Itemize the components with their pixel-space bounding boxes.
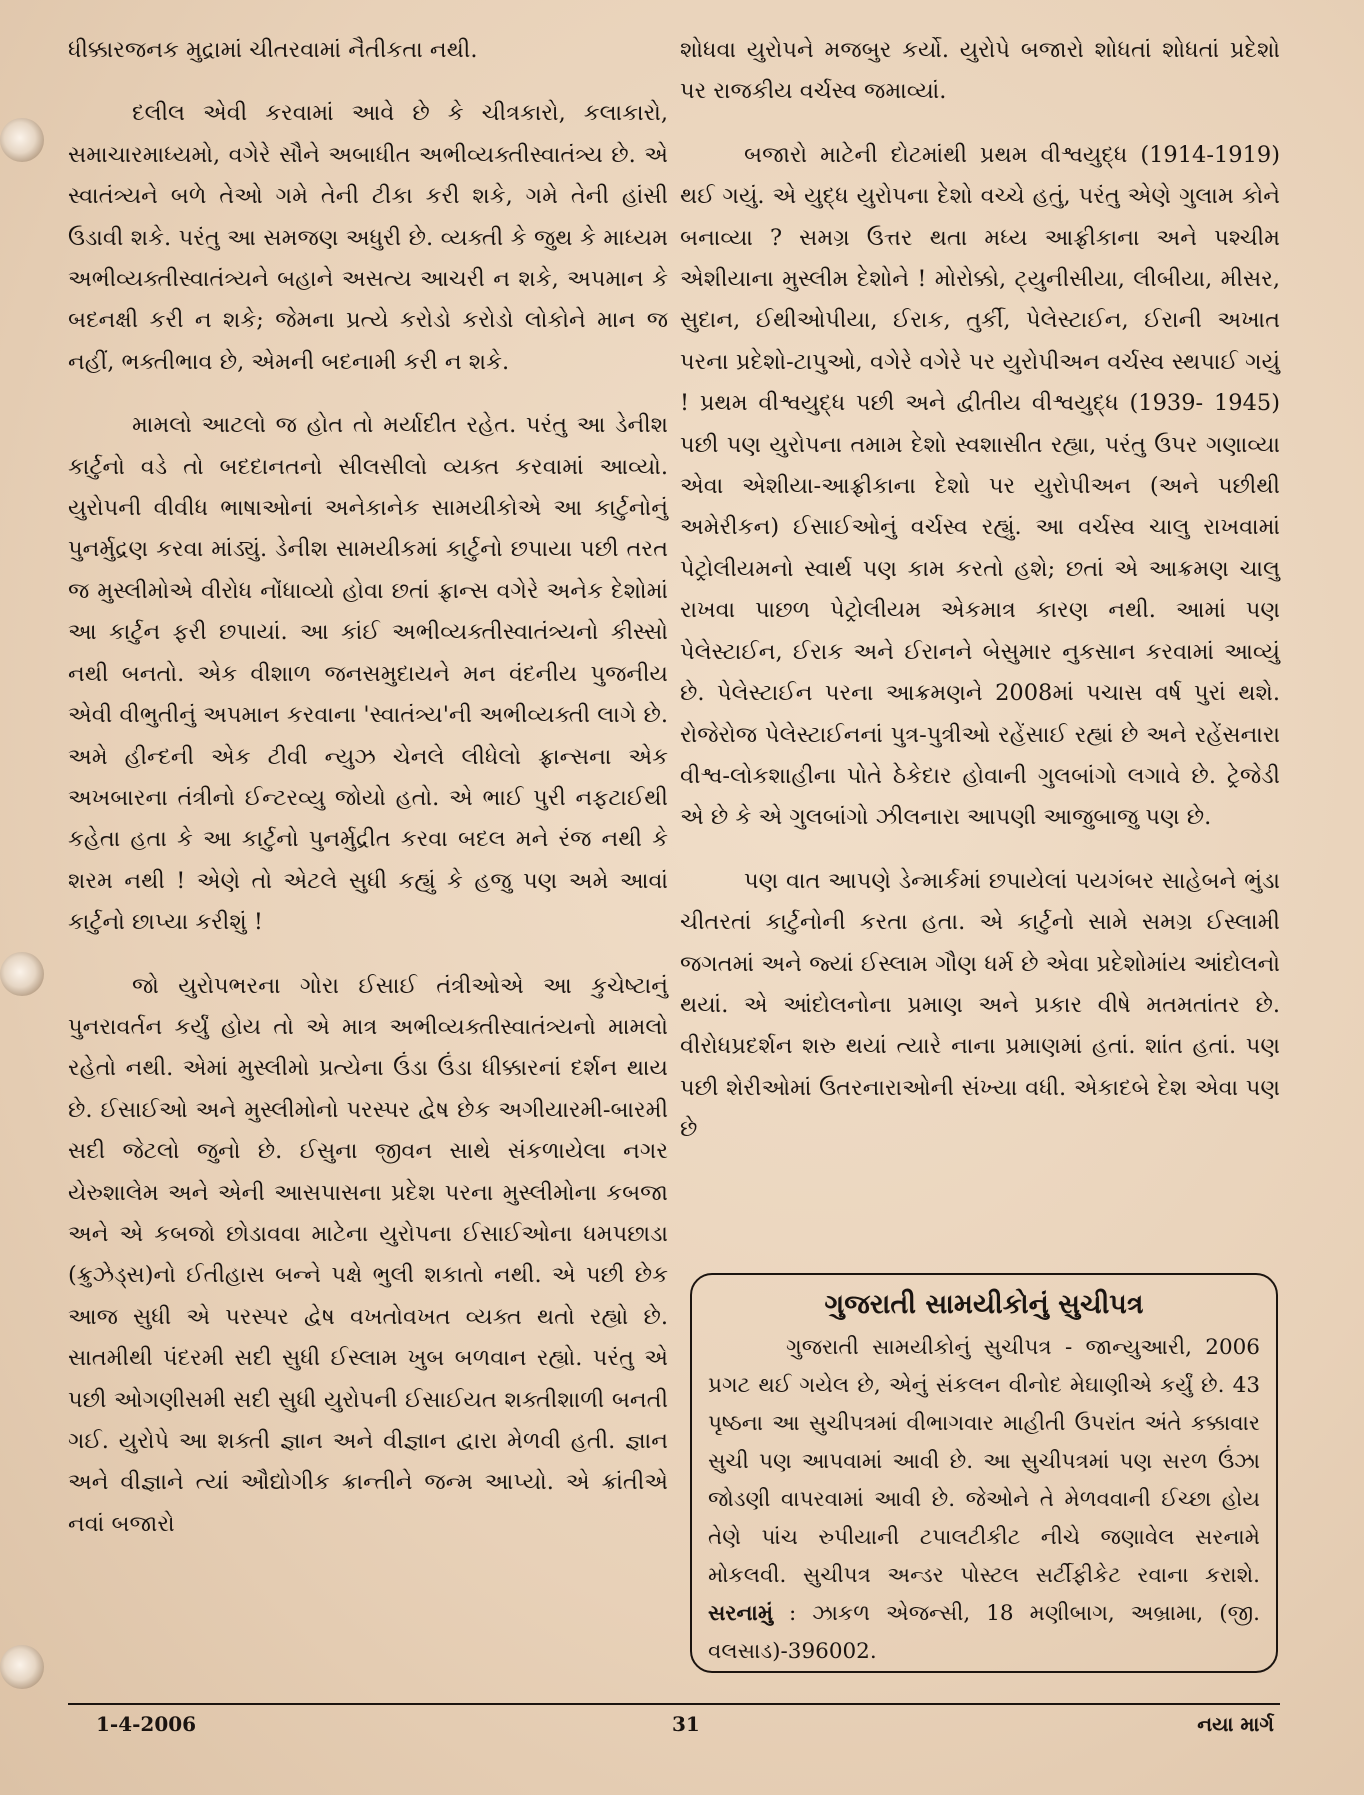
issue-date: 1-4-2006	[96, 1712, 197, 1736]
punch-hole	[0, 952, 44, 996]
page-number: 31	[672, 1712, 700, 1736]
catalogue-notice-box	[690, 1273, 1278, 1673]
paragraph: દલીલ એવી કરવામાં આવે છે કે ચીત્રકારો, કલાકારો, સમાચારમાધ્યમો, વગેરે સૌને અબાધીત અભીવ્યક્તીસ્વાતંત્ર્ય છે. એ સ્વાતંત્ર્યને બળે તેઓ ગમે તેની ટીકા કરી શકે, ગમે તેની હાંસી ઉડાવી શકે. પરંતુ આ સમજણ અધુરી છે. વ્યક્તી કે જુથ કે માધ્યમ અભીવ્યક્તીસ્વાતંત્ર્યને બહાને અસત્ય આચરી ન શકે, અપમાન કે બદનક્ષી કરી ન શકે; જેમના પ્રત્યે કરોડો કરોડો લોકોને માન જ નહીં, ભક્તીભાવ છે, એમની બદનામી કરી ન શકે.	[68, 100, 668, 375]
paragraph: ધીક્કારજનક મુદ્રામાં ચીતરવામાં નૈતીકતા નથી.	[68, 37, 478, 63]
magazine-name: નયા માર્ગ	[1197, 1712, 1274, 1736]
paragraph: શોધવા યુરોપને મજબુર કર્યો. યુરોપે બજારો શોધતાં શોધતાં પ્રદેશો પર રાજકીય વર્ચસ્વ જમાવ્યાં.	[680, 37, 1280, 105]
address-label: સરનામું	[708, 1601, 773, 1626]
notice-text: ગુજરાતી સામયીકોનું સુચીપત્ર - જાન્યુઆરી, 2006 પ્રગટ થઈ ગયેલ છે, એનું સંકલન વીનોદ મેઘાણીએ કર્યું છે. 43 પૃષ્ઠના આ સુચીપત્રમાં વીભાગવાર માહીતી ઉપરાંત અંતે કક્કાવાર સુચી પણ આપવામાં આવી છે. આ સુચીપત્રમાં પણ સરળ ઉંઝા જોડણી વાપરવામાં આવી છે. જેઓને તે મેળવવાની ઈચ્છા હોય તેણે પાંચ રુપીયાની ટપાલટીકીટ નીચે જણાવેલ સરનામે મોકલવી. સુચીપત્ર અન્ડર પોસ્ટલ સર્ટીફીકેટ રવાના કરાશે.	[708, 1335, 1260, 1588]
left-column	[68, 30, 668, 1545]
notice-body	[708, 1329, 1260, 1671]
punch-hole	[0, 1645, 44, 1689]
address-text: : ઝાકળ એજન્સી, 18 મણીબાગ, અબ્રામા, (જી. વલસાડ)-396002.	[708, 1601, 1260, 1664]
footer-rule	[68, 1703, 1280, 1705]
paragraph: જો યુરોપભરના ગોરા ઈસાઈ તંત્રીઓએ આ કુચેષ્ટાનું પુનરાવર્તન કર્યું હોય તો એ માત્ર અભીવ્યક્તીસ્વાતંત્ર્યનો મામલો રહેતો નથી. એમાં મુસ્લીમો પ્રત્યેના ઉંડા ઉંડા ધીક્કારનાં દર્શન થાય છે. ઈસાઈઓ અને મુસ્લીમોનો પરસ્પર દ્વેષ છેક અગીયારમી-બારમી સદી જેટલો જુનો છે. ઈસુના જીવન સાથે સંકળાયેલા નગર યેરુશાલેમ અને એની આસપાસના પ્રદેશ પરના મુસ્લીમોના કબજા અને એ કબજો છોડાવવા માટેના યુરોપના ઈસાઈઓના ધમપછાડા (ક્રુઝેડ્સ)નો ઈતીહાસ બન્ને પક્ષે ભુલી શકાતો નથી. એ પછી છેક આજ સુધી એ પરસ્પર દ્વેષ વખતોવખત વ્યક્ત થતો રહ્યો છે. સાતમીથી પંદરમી સદી સુધી ઈસ્લામ ખુબ બળવાન રહ્યો. પરંતુ એ પછી ઓગણીસમી સદી સુધી યુરોપની ઈસાઈયત શક્તીશાળી બનતી ગઈ. યુરોપે આ શક્તી જ્ઞાન અને વીજ્ઞાન દ્વારા મેળવી હતી. જ્ઞાન અને વીજ્ઞાને ત્યાં ઔદ્યોગીક ક્રાન્તીને જન્મ આપ્યો. એ ક્રાંતીએ નવાં બજારો	[68, 972, 668, 1537]
paragraph: પણ વાત આપણે ડેન્માર્કમાં છપાયેલાં પયગંબર સાહેબને ભુંડા ચીતરતાં કાર્ટુનોની કરતા હતા. એ કાર્ટુનો સામે સમગ્ર ઈસ્લામી જગતમાં અને જ્યાં ઈસ્લામ ગૌણ ધર્મ છે એવા પ્રદેશોમાંય આંદોલનો થયાં. એ આંદોલનોના પ્રમાણ અને પ્રકાર વીષે મતમતાંતર છે. વીરોધપ્રદર્શન શરુ થયાં ત્યારે નાના પ્રમાણમાં હતાં. શાંત હતાં. પણ પછી શેરીઓમાં ઉતરનારાઓની સંખ્યા વધી. એકાદબે દેશ એવા પણ છે	[680, 867, 1280, 1143]
right-column	[680, 30, 1280, 1151]
notice-title: ગુજરાતી સામયીકોનું સુચીપત્ર	[824, 1289, 1144, 1320]
paragraph: મામલો આટલો જ હોત તો મર્યાદીત રહેત. પરંતુ આ ડેનીશ કાર્ટુનો વડે તો બદદાનતનો સીલસીલો વ્યક્ત કરવામાં આવ્યો. યુરોપની વીવીધ ભાષાઓનાં અનેકાનેક સામયીકોએ આ કાર્ટુનોનું પુનર્મુદ્રણ કરવા માંડ્યું. ડેનીશ સામયીકમાં કાર્ટુનો છપાયા પછી તરત જ મુસ્લીમોએ વીરોધ નોંધાવ્યો હોવા છતાં ફ્રાન્સ વગેરે અનેક દેશોમાં આ કાર્ટુન ફરી છપાયાં. આ કાંઈ અભીવ્યક્તીસ્વાતંત્ર્યનો કીસ્સો નથી બનતો. એક વીશાળ જનસમુદાયને મન વંદનીય પુજનીય એવી વીભુતીનું અપમાન કરવાના 'સ્વાતંત્ર્ય'ની અભીવ્યક્તી લાગે છે. અમે હીન્દની એક ટીવી ન્યુઝ ચેનલે લીધેલો ફ્રાન્સના એક અખબારના તંત્રીનો ઈન્ટરવ્યુ જોયો હતો. એ ભાઈ પુરી નફટાઈથી કહેતા હતા કે આ કાર્ટુનો પુનર્મુદ્રીત કરવા બદલ મને રંજ નથી કે શરમ નથી ! એણે તો એટલે સુધી કહ્યું કે હજુ પણ અમે આવાં કાર્ટુનો છાપ્યા કરીશું !	[68, 412, 668, 936]
paragraph: બજારો માટેની દોટમાંથી પ્રથમ વીશ્વયુદ્ધ (1914-1919) થઈ ગયું. એ યુદ્ધ યુરોપના દેશો વચ્ચે હતું, પરંતુ એણે ગુલામ કોને બનાવ્યા ? સમગ્ર ઉત્તર થતા મધ્ય આફ્રીકાના અને પશ્ચીમ એશીયાના મુસ્લીમ દેશોને ! મોરોક્કો, ટ્યુનીસીયા, લીબીયા, મીસર, સુદાન, ઈથીઓપીયા, ઈરાક, તુર્કી, પેલેસ્ટાઈન, ઈરાની અખાત પરના પ્રદેશો-ટાપુઓ, વગેરે વગેરે પર યુરોપીઅન વર્ચસ્વ સ્થપાઈ ગયું ! પ્રથમ વીશ્વયુદ્ધ પછી અને દ્વીતીય વીશ્વયુદ્ધ (1939- 1945) પછી પણ યુરોપના તમામ દેશો સ્વશાસીત રહ્યા, પરંતુ ઉપર ગણાવ્યા એવા એશીયા-આફ્રીકાના દેશો પર યુરોપીઅન (અને પછીથી અમેરીકન) ઈસાઈઓનું વર્ચસ્વ રહ્યું. આ વર્ચસ્વ ચાલુ રાખવામાં પેટ્રોલીયમનો સ્વાર્થ પણ કામ કરતો હશે; છતાં એ આક્રમણ ચાલુ રાખવા પાછળ પેટ્રોલીયમ એકમાત્ર કારણ નથી. આમાં પણ પેલેસ્ટાઈન, ઈરાક અને ઈરાનને બેસુમાર નુકસાન કરવામાં આવ્યું છે. પેલેસ્ટાઈન પરના આક્રમણને 2008માં પચાસ વર્ષ પુરાં થશે. રોજેરોજ પેલેસ્ટાઈનનાં પુત્ર-પુત્રીઓ રહેંસાઈ રહ્યાં છે અને રહેંસનારા વીશ્વ-લોકશાહીના પોતે ઠેકેદાર હોવાની ગુલબાંગો લગાવે છે. ટ્રેજેડી એ છે કે એ ગુલબાંગો ઝીલનારા આપણી આજુબાજુ પણ છે.	[680, 141, 1280, 831]
punch-hole	[0, 118, 44, 162]
